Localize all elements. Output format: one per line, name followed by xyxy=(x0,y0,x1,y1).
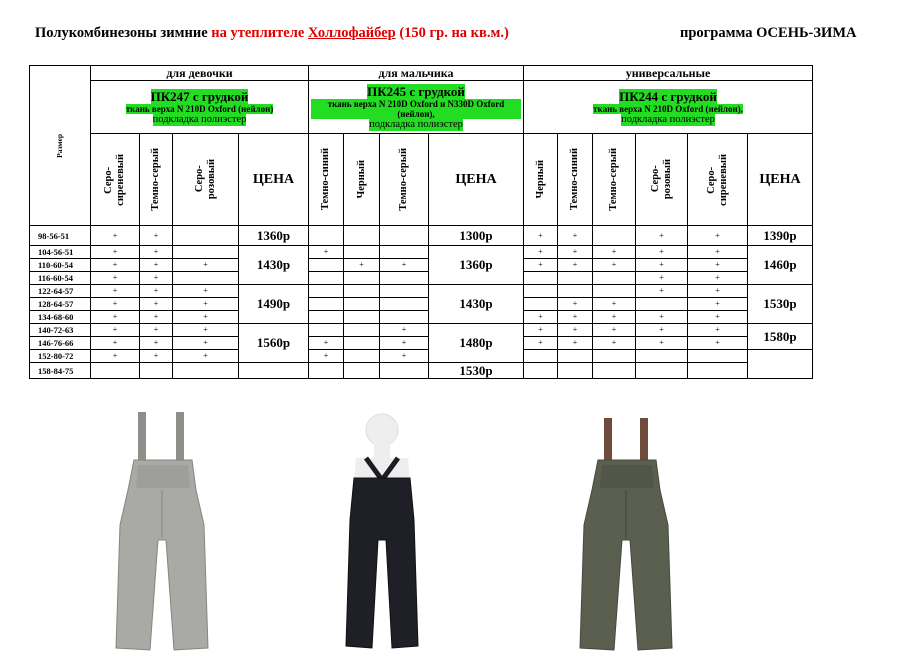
availability-cell: + xyxy=(688,298,748,311)
availability-cell: + xyxy=(688,272,748,285)
color-header: Темно-серый xyxy=(593,134,636,226)
availability-cell xyxy=(344,272,380,285)
product-name: ПК247 с грудкой xyxy=(150,88,249,104)
size-cell: 134-68-60 xyxy=(30,311,91,324)
size-cell: 110-60-54 xyxy=(30,259,91,272)
size-cell: 128-64-57 xyxy=(30,298,91,311)
availability-cell xyxy=(309,324,344,337)
availability-cell: + xyxy=(380,259,429,272)
availability-cell: + xyxy=(558,311,593,324)
availability-cell: + xyxy=(344,259,380,272)
size-cell: 140-72-63 xyxy=(30,324,91,337)
price-cell: 1360р xyxy=(239,226,309,246)
availability-cell: + xyxy=(140,285,173,298)
availability-cell: + xyxy=(524,246,558,259)
table-row xyxy=(30,226,813,246)
availability-cell: + xyxy=(558,226,593,246)
price-cell: 1560р xyxy=(239,324,309,363)
availability-cell xyxy=(140,363,173,379)
price-header: ЦЕНА xyxy=(239,134,309,226)
availability-cell: + xyxy=(91,298,140,311)
group-boys: для мальчика xyxy=(309,66,524,81)
color-header: Темно-серый xyxy=(140,134,173,226)
availability-cell xyxy=(344,226,380,246)
product-lining: подкладка полиэстер xyxy=(621,113,715,125)
availability-cell xyxy=(173,363,239,379)
availability-cell xyxy=(380,246,429,259)
color-header: Черный xyxy=(524,134,558,226)
price-cell xyxy=(239,363,309,379)
availability-cell xyxy=(344,311,380,324)
availability-cell xyxy=(344,285,380,298)
availability-cell xyxy=(558,272,593,285)
availability-cell xyxy=(593,272,636,285)
availability-cell: + xyxy=(636,259,688,272)
availability-cell: + xyxy=(173,337,239,350)
availability-cell xyxy=(380,272,429,285)
availability-cell: + xyxy=(636,324,688,337)
availability-cell xyxy=(344,350,380,363)
availability-cell xyxy=(91,363,140,379)
product-fabric: ткань верха N 210D Oxford (нейлон), xyxy=(593,103,743,114)
availability-cell: + xyxy=(140,337,173,350)
availability-cell: + xyxy=(173,311,239,324)
availability-cell xyxy=(309,298,344,311)
availability-cell xyxy=(380,226,429,246)
availability-cell: + xyxy=(593,246,636,259)
availability-cell xyxy=(344,337,380,350)
availability-cell: + xyxy=(636,311,688,324)
table-row xyxy=(30,272,813,285)
product-name: ПК244 с грудкой xyxy=(619,88,717,104)
availability-cell: + xyxy=(91,226,140,246)
availability-cell: + xyxy=(688,337,748,350)
availability-cell xyxy=(524,363,558,379)
table-row xyxy=(30,324,813,337)
availability-cell xyxy=(524,272,558,285)
title-insulation: Холлофайбер xyxy=(307,25,396,41)
availability-cell xyxy=(558,350,593,363)
product-lining: подкладка полиэстер xyxy=(152,113,247,125)
availability-cell: + xyxy=(140,311,173,324)
availability-cell xyxy=(173,226,239,246)
availability-cell: + xyxy=(140,350,173,363)
price-cell: 1530р xyxy=(748,285,813,324)
availability-cell xyxy=(344,246,380,259)
color-header: Темно-синий xyxy=(558,134,593,226)
availability-cell xyxy=(173,246,239,259)
price-cell: 1490р xyxy=(239,285,309,324)
availability-cell: + xyxy=(558,337,593,350)
availability-cell xyxy=(309,259,344,272)
table-row xyxy=(30,363,813,379)
product-pk244 xyxy=(524,81,813,134)
color-header: Серо- розовый xyxy=(173,134,239,226)
availability-cell xyxy=(524,285,558,298)
title-part-1: Полукомбинезоны зимние xyxy=(35,25,212,41)
product-pk245 xyxy=(309,81,524,134)
table-row xyxy=(30,298,813,311)
availability-cell: + xyxy=(593,298,636,311)
availability-cell: + xyxy=(524,226,558,246)
availability-cell xyxy=(380,363,429,379)
availability-cell: + xyxy=(91,324,140,337)
availability-cell: + xyxy=(309,337,344,350)
availability-cell xyxy=(636,350,688,363)
availability-cell: + xyxy=(380,337,429,350)
availability-cell: + xyxy=(140,298,173,311)
size-header xyxy=(30,66,91,226)
availability-cell: + xyxy=(91,337,140,350)
availability-cell: + xyxy=(593,259,636,272)
size-cell: 122-64-57 xyxy=(30,285,91,298)
availability-cell: + xyxy=(524,337,558,350)
availability-cell: + xyxy=(524,311,558,324)
availability-cell: + xyxy=(173,350,239,363)
table-row xyxy=(30,350,813,363)
availability-cell xyxy=(688,363,748,379)
color-header: Серо- розовый xyxy=(636,134,688,226)
size-cell: 98-56-51 xyxy=(30,226,91,246)
availability-cell: + xyxy=(558,324,593,337)
product-fabric: ткань верха N 210D Oxford и N330D Oxford (нейлон), xyxy=(311,99,521,119)
availability-cell: + xyxy=(173,298,239,311)
color-header: Серо- сиреневый xyxy=(91,134,140,226)
availability-cell: + xyxy=(173,259,239,272)
availability-cell xyxy=(380,311,429,324)
availability-cell: + xyxy=(309,350,344,363)
availability-cell xyxy=(173,272,239,285)
availability-cell xyxy=(593,226,636,246)
availability-cell: + xyxy=(593,337,636,350)
price-header: ЦЕНА xyxy=(429,134,524,226)
table-row xyxy=(30,259,813,272)
color-header: Темно-серый xyxy=(380,134,429,226)
program-label: программа ОСЕНЬ-ЗИМА xyxy=(680,25,857,41)
availability-cell xyxy=(593,363,636,379)
product-fabric: ткань верха N 210D Oxford (нейлон) xyxy=(125,103,274,114)
availability-cell xyxy=(524,298,558,311)
product-name: ПК245 с грудкой xyxy=(367,83,465,99)
size-cell: 116-60-54 xyxy=(30,272,91,285)
availability-cell: + xyxy=(524,259,558,272)
availability-cell: + xyxy=(140,226,173,246)
availability-cell xyxy=(636,298,688,311)
price-cell: 1360р xyxy=(429,246,524,285)
availability-cell xyxy=(636,363,688,379)
availability-cell: + xyxy=(593,324,636,337)
table-row xyxy=(30,337,813,350)
group-universal: универсальные xyxy=(524,66,813,81)
availability-cell: + xyxy=(636,285,688,298)
color-header: Серо- сиреневый xyxy=(688,134,748,226)
availability-cell: + xyxy=(380,350,429,363)
availability-cell: + xyxy=(636,246,688,259)
availability-cell xyxy=(524,350,558,363)
availability-cell: + xyxy=(91,285,140,298)
page-title xyxy=(35,25,509,42)
product-pk247 xyxy=(91,81,309,134)
availability-cell xyxy=(344,363,380,379)
grey-overalls-image xyxy=(108,410,218,655)
availability-cell xyxy=(558,363,593,379)
availability-cell: + xyxy=(140,259,173,272)
color-header: Темно-синий xyxy=(309,134,344,226)
price-cell: 1390р xyxy=(748,226,813,246)
availability-cell: + xyxy=(688,226,748,246)
availability-cell: + xyxy=(558,298,593,311)
availability-cell: + xyxy=(524,324,558,337)
availability-cell: + xyxy=(593,311,636,324)
availability-cell xyxy=(593,350,636,363)
availability-cell: + xyxy=(688,285,748,298)
size-cell: 146-76-66 xyxy=(30,337,91,350)
price-cell: 1300р xyxy=(429,226,524,246)
availability-cell: + xyxy=(380,324,429,337)
availability-cell xyxy=(309,311,344,324)
availability-cell xyxy=(309,285,344,298)
group-girls: для девочки xyxy=(91,66,309,81)
availability-cell xyxy=(309,272,344,285)
color-header: Черный xyxy=(344,134,380,226)
size-cell: 104-56-51 xyxy=(30,246,91,259)
product-lining: подкладка полиэстер xyxy=(369,118,463,130)
black-overalls-image xyxy=(340,410,425,655)
availability-cell: + xyxy=(91,272,140,285)
availability-cell xyxy=(344,324,380,337)
availability-cell: + xyxy=(688,311,748,324)
availability-cell: + xyxy=(688,246,748,259)
size-header-label: Размер xyxy=(55,133,64,158)
availability-cell xyxy=(593,285,636,298)
availability-cell xyxy=(309,363,344,379)
availability-cell xyxy=(380,285,429,298)
availability-cell: + xyxy=(91,246,140,259)
availability-cell: + xyxy=(140,272,173,285)
availability-cell: + xyxy=(558,246,593,259)
availability-cell xyxy=(558,285,593,298)
availability-cell: + xyxy=(140,246,173,259)
price-cell: 1530р xyxy=(429,363,524,379)
availability-cell: + xyxy=(91,311,140,324)
olive-overalls-image xyxy=(572,410,682,655)
price-cell: 1460р xyxy=(748,246,813,285)
availability-cell xyxy=(380,298,429,311)
availability-cell: + xyxy=(688,259,748,272)
table-row xyxy=(30,246,813,259)
price-cell: 1480р xyxy=(429,324,524,363)
price-cell: 1430р xyxy=(429,285,524,324)
price-cell: 1580р xyxy=(748,324,813,350)
title-part-2: на утеплителе xyxy=(211,25,308,41)
size-cell: 158-84-75 xyxy=(30,363,91,379)
availability-cell: + xyxy=(140,324,173,337)
size-cell: 152-80-72 xyxy=(30,350,91,363)
price-cell xyxy=(748,350,813,379)
availability-cell: + xyxy=(636,226,688,246)
availability-cell: + xyxy=(636,337,688,350)
table-row xyxy=(30,311,813,324)
availability-cell xyxy=(688,350,748,363)
availability-cell: + xyxy=(636,272,688,285)
availability-cell xyxy=(309,226,344,246)
title-part-4: (150 гр. на кв.м.) xyxy=(395,25,509,41)
availability-cell xyxy=(344,298,380,311)
availability-cell: + xyxy=(173,285,239,298)
price-cell: 1430р xyxy=(239,246,309,285)
availability-cell: + xyxy=(558,259,593,272)
table-row xyxy=(30,285,813,298)
price-table xyxy=(29,65,813,379)
availability-cell: + xyxy=(688,324,748,337)
price-header: ЦЕНА xyxy=(748,134,813,226)
availability-cell: + xyxy=(91,259,140,272)
availability-cell: + xyxy=(91,350,140,363)
availability-cell: + xyxy=(173,324,239,337)
availability-cell: + xyxy=(309,246,344,259)
